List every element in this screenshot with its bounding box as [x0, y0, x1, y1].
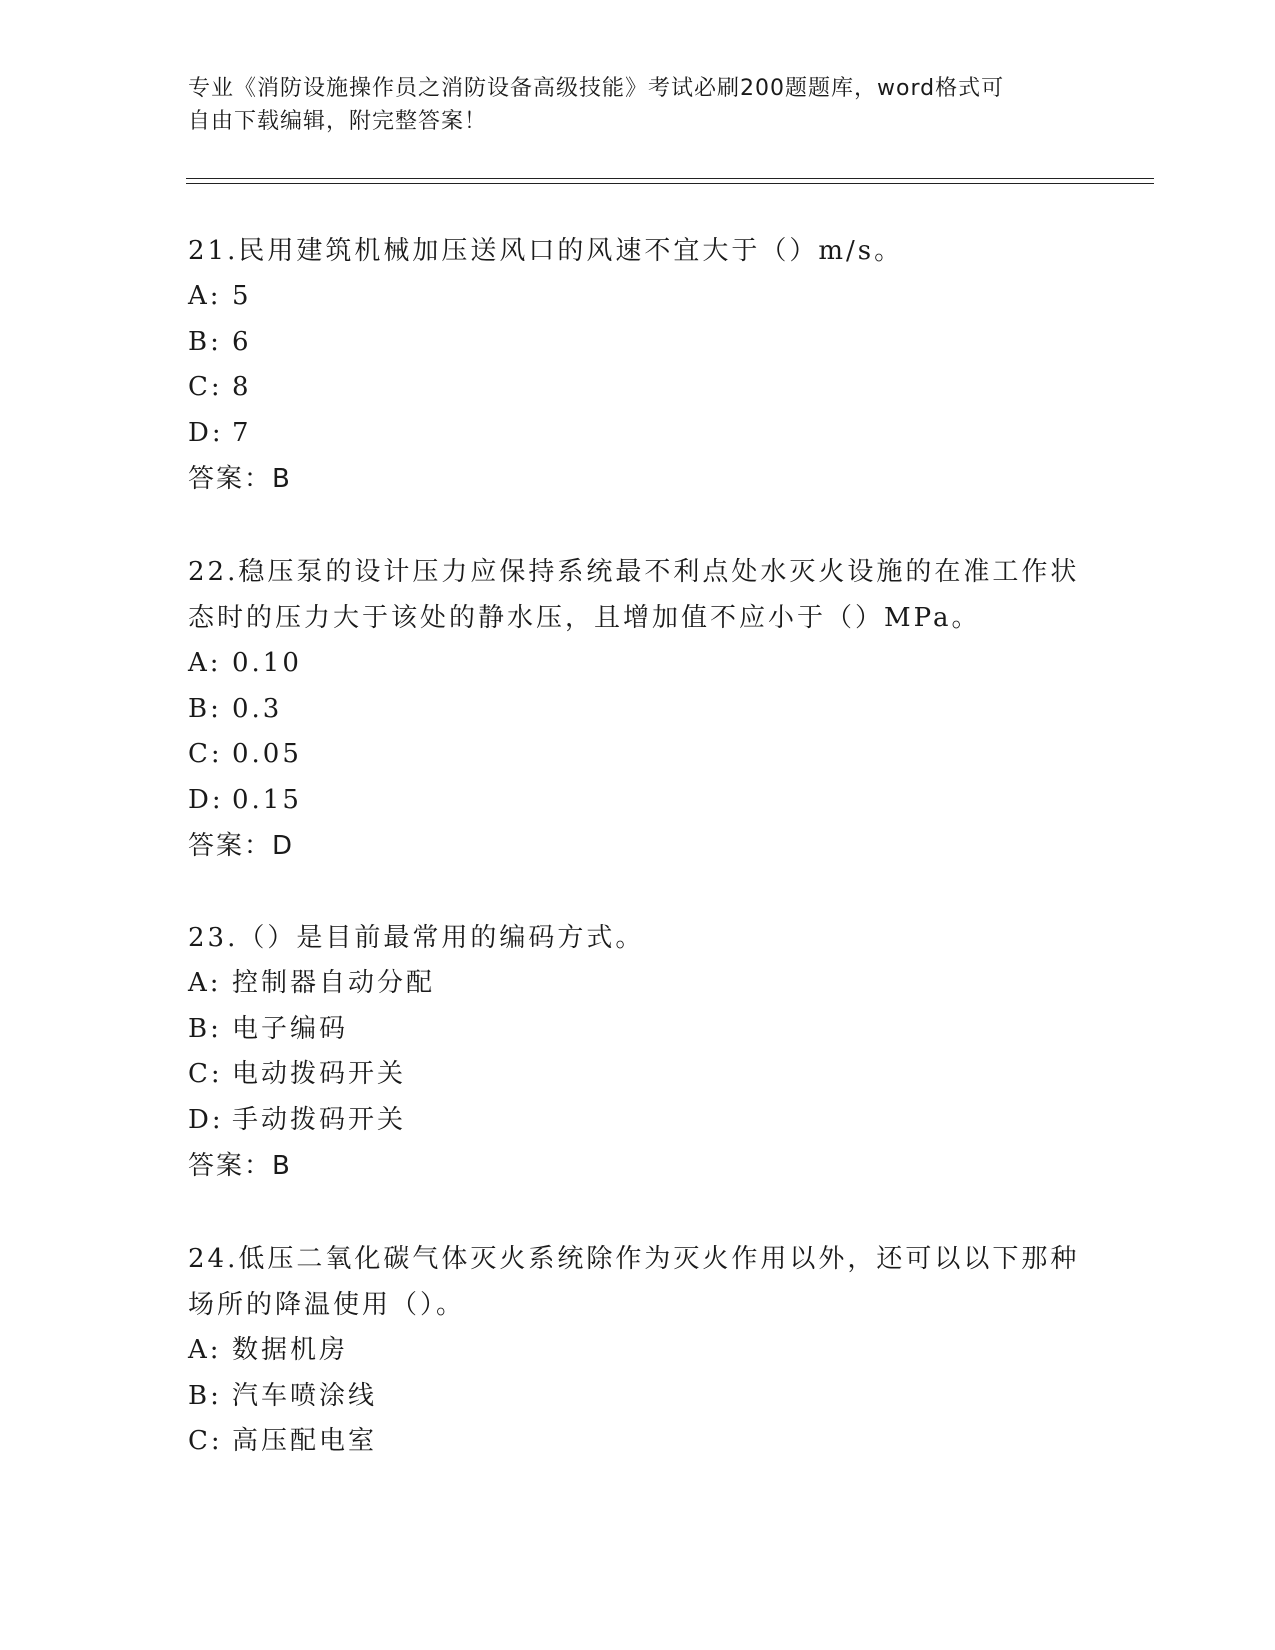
- option-text: 6: [232, 326, 252, 357]
- option-b: [188, 1007, 1088, 1053]
- option-key: B:: [188, 693, 222, 724]
- document-header: [188, 72, 1088, 138]
- option-c: [188, 1419, 1088, 1465]
- option-c: [188, 1052, 1088, 1098]
- option-text: 0.05: [232, 739, 302, 769]
- option-c: [188, 732, 1088, 778]
- option-text: 数据机房: [232, 1335, 349, 1365]
- question-stem-line-2: 态时的压力大于该处的静水压，且增加值不应小于（）MPa。: [188, 603, 981, 633]
- option-key: C:: [188, 1059, 223, 1089]
- option-text: 0.15: [232, 784, 302, 815]
- header-line-2: 自由下载编辑，附完整答案！: [188, 109, 488, 134]
- option-a: [188, 1328, 1088, 1374]
- option-key: A:: [188, 281, 222, 311]
- option-text: 电子编码: [232, 1013, 349, 1044]
- option-key: D:: [188, 784, 224, 815]
- option-key: C:: [188, 1426, 223, 1456]
- option-a: [188, 961, 1088, 1007]
- option-text: 5: [232, 281, 252, 311]
- option-a: [188, 274, 1088, 320]
- option-text: 电动拨码开关: [232, 1059, 407, 1089]
- option-key: B:: [188, 1380, 222, 1411]
- option-text: 手动拨码开关: [232, 1104, 407, 1135]
- option-key: A:: [188, 648, 222, 678]
- option-text: 高压配电室: [232, 1426, 378, 1456]
- question-23: [188, 915, 1088, 1189]
- header-line-1: 专业《消防设施操作员之消防设备高级技能》考试必刷200题题库，word格式可: [188, 76, 1005, 101]
- question-stem-line-1: 24.低压二氧化碳气体灭火系统除作为灭火作用以外，还可以以下那种: [188, 1244, 1080, 1274]
- header-divider-top: [186, 178, 1154, 179]
- option-key: B:: [188, 1013, 222, 1044]
- option-key: C:: [188, 739, 223, 769]
- option-text: 8: [232, 372, 252, 402]
- option-key: B:: [188, 326, 222, 357]
- question-stem-line-1: 22.稳压泵的设计压力应保持系统最不利点处水灭火设施的在准工作状: [188, 557, 1080, 587]
- option-d: [188, 1098, 1088, 1144]
- option-a: [188, 641, 1088, 687]
- header-divider-bottom: [186, 183, 1154, 184]
- option-key: D:: [188, 417, 224, 448]
- option-key: A:: [188, 968, 222, 998]
- option-text: 控制器自动分配: [232, 968, 436, 998]
- option-d: [188, 778, 1088, 824]
- question-24: [188, 1236, 1088, 1465]
- option-key: A:: [188, 1335, 222, 1365]
- option-b: [188, 1374, 1088, 1420]
- answer-text: 答案：B: [188, 1151, 292, 1181]
- question-22: [188, 549, 1088, 869]
- question-stem: 23.（）是目前最常用的编码方式。: [188, 923, 645, 953]
- answer-text: 答案：B: [188, 464, 292, 494]
- option-b: [188, 320, 1088, 366]
- question-stem: 21.民用建筑机械加压送风口的风速不宜大于（）m/s。: [188, 236, 904, 266]
- answer-text: 答案：D: [188, 831, 295, 861]
- option-b: [188, 687, 1088, 733]
- option-text: 0.3: [232, 693, 283, 724]
- option-text: 汽车喷涂线: [232, 1380, 378, 1411]
- option-text: 7: [232, 417, 252, 448]
- option-key: D:: [188, 1104, 224, 1135]
- option-text: 0.10: [232, 648, 302, 678]
- question-stem-line-2: 场所的降温使用（）。: [188, 1290, 466, 1320]
- question-21: [188, 228, 1088, 502]
- option-key: C:: [188, 372, 223, 402]
- option-c: [188, 365, 1088, 411]
- option-d: [188, 411, 1088, 457]
